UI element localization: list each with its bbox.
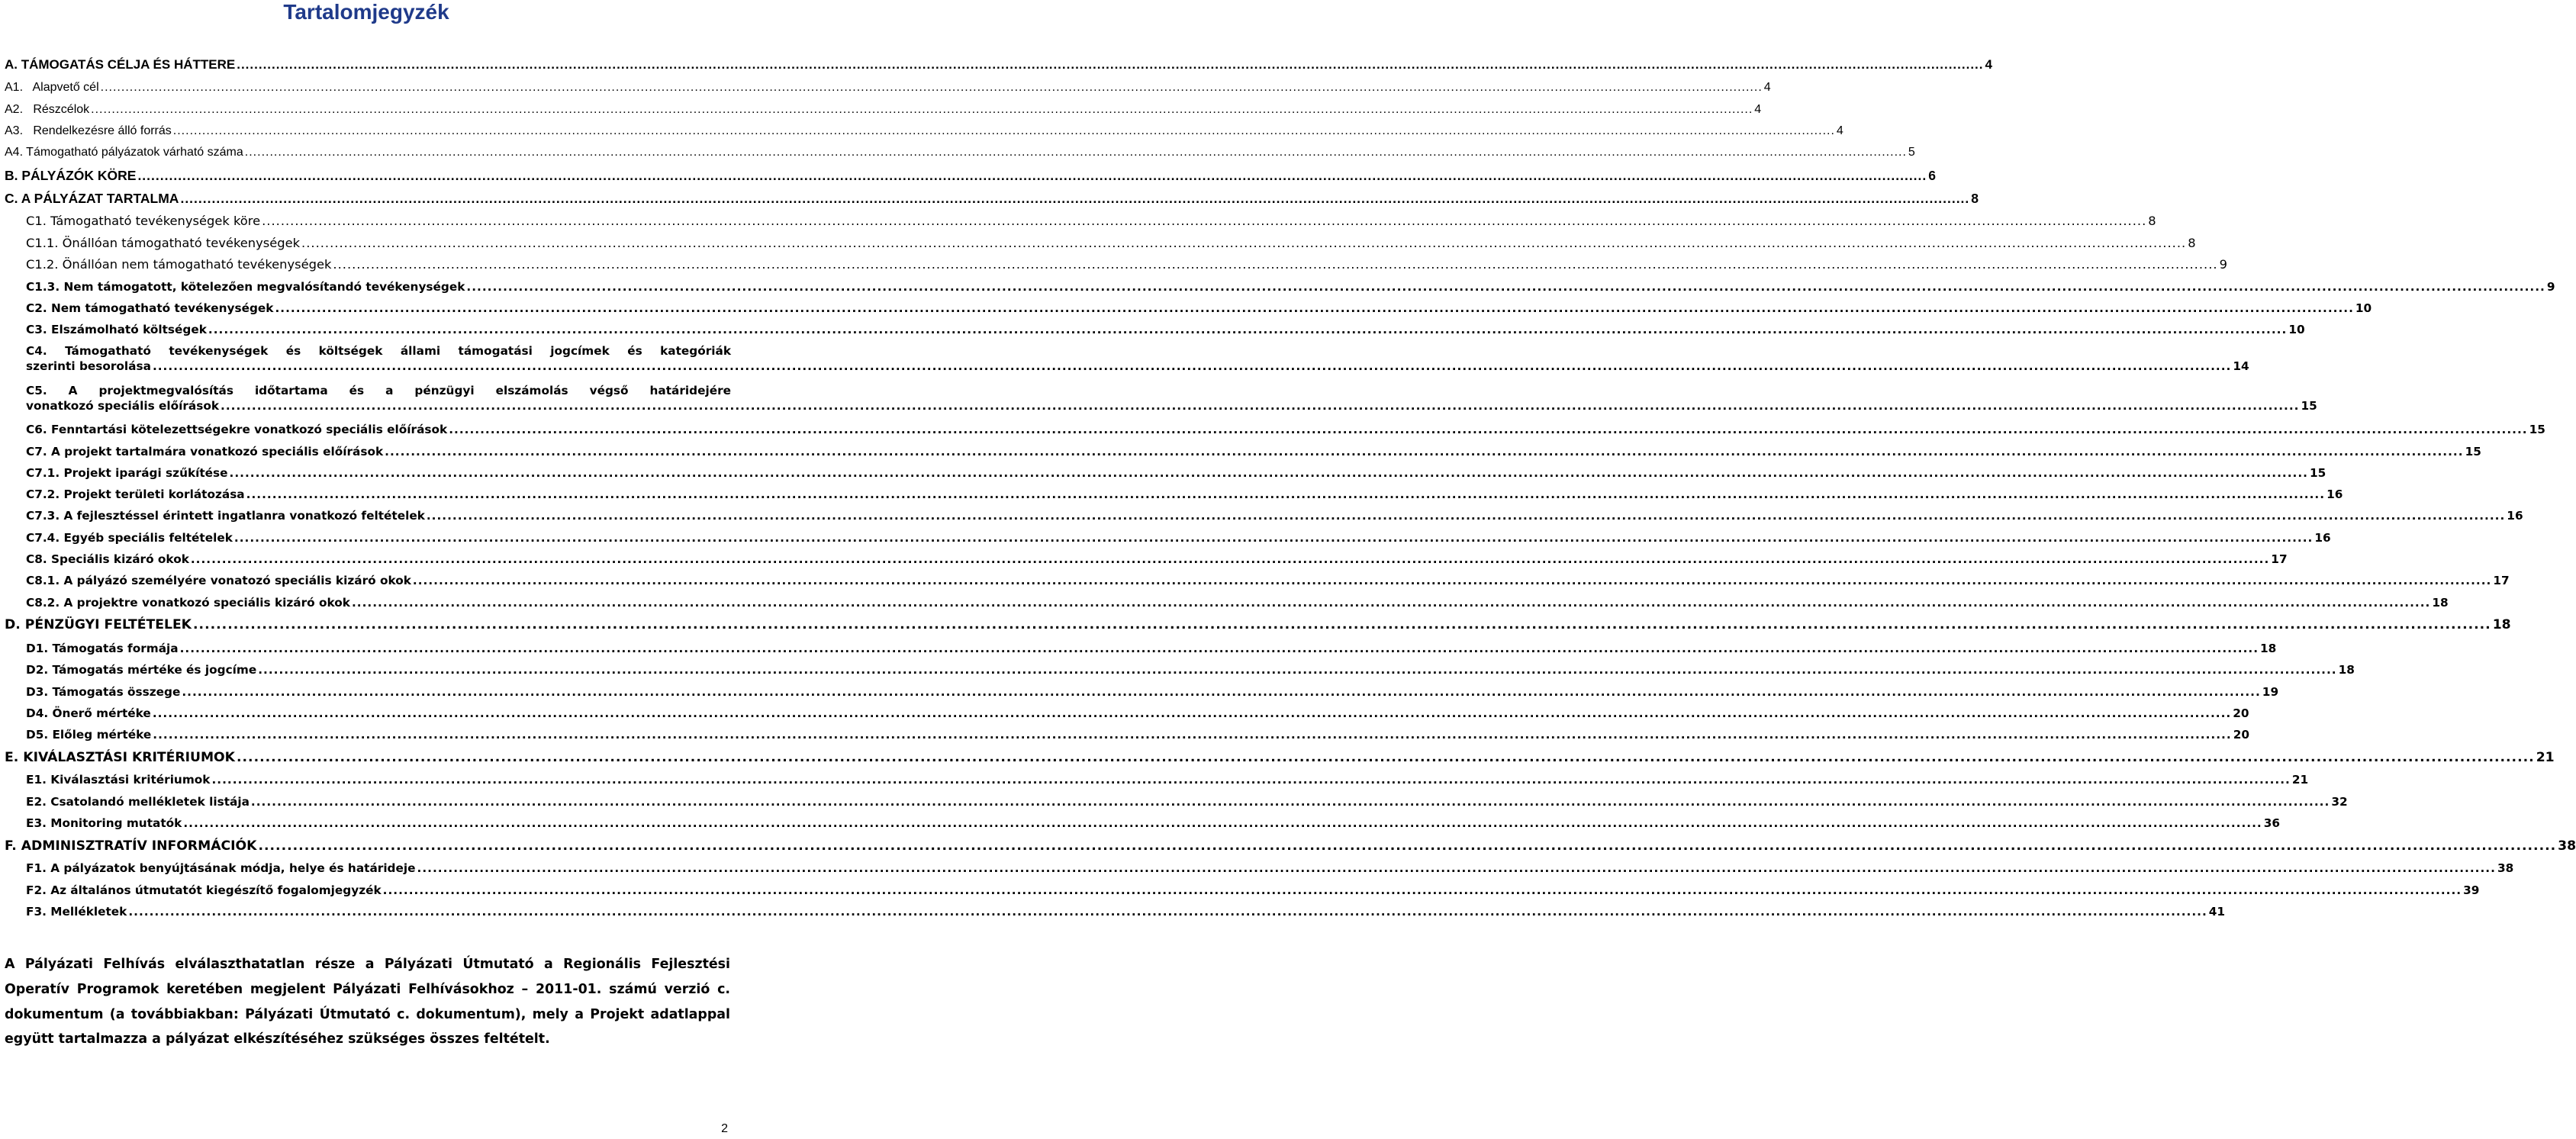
- dot-leader: ................................................................................................................................................................................................................................................................................................................................................................................................................: [412, 574, 2492, 587]
- dot-leader: ................................................................................................................................................................................................................................................................................................................................................................................................................: [137, 168, 1927, 183]
- toc-entry-label: C. A PÁLYÁZAT TARTALMA: [5, 191, 179, 206]
- toc-entry[interactable]: [5, 191, 1979, 206]
- dot-leader: ................................................................................................................................................................................................................................................................................................................................................................................................................: [382, 883, 2462, 897]
- dot-leader: ................................................................................................................................................................................................................................................................................................................................................................................................................: [221, 399, 2300, 413]
- dot-leader: ................................................................................................................................................................................................................................................................................................................................................................................................................: [236, 750, 2535, 765]
- toc-entry[interactable]: [26, 904, 2226, 919]
- toc-entry-label: C8.1. A pályázó személyére vonatozó speciális kizáró okok: [26, 574, 411, 587]
- toc-entry-label: C7.4. Egyéb speciális feltételek: [26, 531, 233, 545]
- toc-entry[interactable]: [26, 487, 2343, 502]
- dot-leader: ................................................................................................................................................................................................................................................................................................................................................................................................................: [449, 423, 2528, 436]
- toc-entry[interactable]: [26, 706, 2249, 721]
- dot-leader: ................................................................................................................................................................................................................................................................................................................................................................................................................: [258, 663, 2337, 677]
- dot-leader: ................................................................................................................................................................................................................................................................................................................................................................................................................: [180, 191, 1970, 206]
- toc-entry[interactable]: [26, 301, 2372, 316]
- toc-entry-page: 38: [2497, 861, 2514, 875]
- toc-entry-label: D1. Támogatás formája: [26, 642, 179, 655]
- toc-entry-label: C3. Elszámolható költségek: [26, 323, 207, 336]
- toc-entry[interactable]: [5, 124, 1843, 139]
- toc-entry[interactable]: [5, 102, 1762, 117]
- toc-entry-page: 19: [2262, 685, 2279, 699]
- dot-leader: ................................................................................................................................................................................................................................................................................................................................................................................................................: [275, 301, 2354, 315]
- page-number: 2: [721, 1122, 728, 1135]
- toc-entry-page: 18: [2260, 642, 2277, 655]
- toc-entry-page: 15: [2465, 445, 2481, 458]
- dot-leader: ................................................................................................................................................................................................................................................................................................................................................................................................................: [333, 257, 2218, 272]
- toc-entry[interactable]: [26, 383, 2317, 413]
- dot-leader: ................................................................................................................................................................................................................................................................................................................................................................................................................: [172, 124, 1835, 137]
- dot-leader: ................................................................................................................................................................................................................................................................................................................................................................................................................: [426, 509, 2506, 523]
- toc-entry-label: B. PÁLYÁZÓK KÖRE: [5, 168, 137, 183]
- toc-entry[interactable]: [26, 662, 2355, 677]
- toc-entry[interactable]: [26, 465, 2326, 481]
- intro-paragraph: A Pályázati Felhívás elválaszthatatlan része a Pályázati Útmutató a Regionális Fejlesztési Operatív Programok keretében megjelent Pályázati Felhívásokhoz – 2011-01. számú verzió c. dokumentum (a továbbiakban: Pályázati Útmutató c. dokumentum), mely a Projekt adatlappal együtt tartalmazza a pályázat elkészítéséhez szükséges összes feltételt.: [5, 957, 730, 1047]
- dot-leader: ................................................................................................................................................................................................................................................................................................................................................................................................................: [417, 861, 2496, 875]
- toc-entry-label: vonatkozó speciális előírások: [26, 399, 220, 413]
- toc-entry-label-line1: C5. A projektmegvalósítás időtartama és a pénzügyi elszámolás végső határidejére: [26, 384, 731, 397]
- toc-entry[interactable]: [5, 57, 1992, 72]
- toc-entry-page: 9: [2219, 257, 2227, 272]
- dot-leader: ................................................................................................................................................................................................................................................................................................................................................................................................................: [246, 487, 2326, 501]
- toc-entry-label: F. ADMINISZTRATÍV INFORMÁCIÓK: [5, 838, 257, 854]
- toc-entry-page: 18: [2432, 596, 2449, 610]
- toc-entry[interactable]: [26, 279, 2555, 294]
- dot-leader: ................................................................................................................................................................................................................................................................................................................................................................................................................: [179, 642, 2259, 655]
- toc-entry-label: A1. Alapvető cél: [5, 81, 99, 94]
- toc-entry-page: 18: [2338, 663, 2355, 677]
- dot-leader: ................................................................................................................................................................................................................................................................................................................................................................................................................: [211, 773, 2291, 787]
- toc-entry[interactable]: [26, 684, 2279, 700]
- dot-leader: ................................................................................................................................................................................................................................................................................................................................................................................................................: [233, 531, 2314, 545]
- toc-entry-page: 17: [2271, 552, 2288, 566]
- toc-entry[interactable]: [26, 552, 2288, 567]
- dot-leader: ................................................................................................................................................................................................................................................................................................................................................................................................................: [229, 466, 2308, 480]
- toc-entry[interactable]: [26, 257, 2227, 272]
- toc-entry-label: E2. Csatolandó mellékletek listája: [26, 795, 250, 809]
- toc-entry[interactable]: [26, 236, 2196, 251]
- toc-entry-page: 15: [2301, 399, 2317, 413]
- dot-leader: ................................................................................................................................................................................................................................................................................................................................................................................................................: [153, 728, 2232, 742]
- dot-leader: ................................................................................................................................................................................................................................................................................................................................................................................................................: [258, 838, 2557, 854]
- toc-entry-page: 15: [2309, 466, 2326, 480]
- toc-entry-label: A3. Rendelkezésre álló forrás: [5, 124, 172, 137]
- toc-entry[interactable]: [5, 80, 1771, 95]
- toc-entry-label: C1.1. Önállóan támogatható tevékenységek: [26, 236, 301, 250]
- toc-entry-label: D2. Támogatás mértéke és jogcíme: [26, 663, 257, 677]
- toc-entry[interactable]: [26, 444, 2481, 459]
- toc-entry-page: 41: [2208, 905, 2226, 919]
- toc-entry-label: C8. Speciális kizáró okok: [26, 552, 189, 566]
- toc-entry[interactable]: [26, 794, 2348, 809]
- toc-entry-label: C1. Támogatható tevékenységek köre: [26, 214, 261, 228]
- dot-leader: ................................................................................................................................................................................................................................................................................................................................................................................................................: [152, 706, 2232, 720]
- toc-entry[interactable]: [26, 727, 2249, 742]
- toc-entry-label: E3. Monitoring mutatók: [26, 816, 182, 830]
- toc-entry-label: A. TÁMOGATÁS CÉLJA ÉS HÁTTERE: [5, 57, 236, 72]
- dot-leader: ................................................................................................................................................................................................................................................................................................................................................................................................................: [190, 552, 2270, 566]
- toc-entry-label: F3. Mellékletek: [26, 905, 127, 919]
- toc-entry-page: 21: [2291, 773, 2309, 787]
- toc-entry-page: 38: [2558, 838, 2576, 854]
- toc-entry[interactable]: [5, 750, 2555, 765]
- toc-entry-page: 8: [2148, 214, 2156, 228]
- toc-entry[interactable]: [5, 145, 1915, 160]
- toc-entry[interactable]: [26, 214, 2156, 229]
- toc-entry-label-line1: C4. Támogatható tevékenységek és költségek állami támogatási jogcímek és kategóriák: [26, 344, 731, 358]
- toc-entry-page: 4: [1763, 81, 1771, 94]
- toc-entry[interactable]: [26, 641, 2277, 656]
- toc-entry[interactable]: [26, 508, 2523, 523]
- dot-leader: ................................................................................................................................................................................................................................................................................................................................................................................................................: [183, 816, 2262, 830]
- toc-entry-label: C7.2. Projekt területi korlátozása: [26, 487, 245, 501]
- dot-leader: ................................................................................................................................................................................................................................................................................................................................................................................................................: [244, 146, 1907, 159]
- dot-leader: ................................................................................................................................................................................................................................................................................................................................................................................................................: [385, 445, 2464, 458]
- toc-entry-label: C7. A projekt tartalmára vonatkozó speciális előírások: [26, 445, 384, 458]
- toc-entry-page: 16: [2507, 509, 2523, 523]
- dot-leader: ................................................................................................................................................................................................................................................................................................................................................................................................................: [128, 905, 2207, 919]
- dot-leader: ................................................................................................................................................................................................................................................................................................................................................................................................................: [301, 236, 2187, 250]
- toc-entry-label: D5. Előleg mértéke: [26, 728, 152, 742]
- toc-entry[interactable]: [26, 573, 2510, 588]
- toc-entry-page: 4: [1754, 103, 1762, 116]
- toc-entry[interactable]: [26, 816, 2281, 831]
- toc-entry-page: 20: [2233, 728, 2249, 742]
- toc-entry-label: C1.2. Önállóan nem támogatható tevékenységek: [26, 257, 332, 272]
- toc-entry[interactable]: [26, 772, 2309, 787]
- toc-entry-label: C1.3. Nem támogatott, kötelezően megvalósítandó tevékenységek: [26, 280, 465, 294]
- toc-entry-page: 4: [1985, 57, 1992, 72]
- toc-entry[interactable]: [26, 343, 2249, 374]
- toc-entry-page: 10: [2355, 301, 2372, 315]
- toc-entry-page: 18: [2492, 617, 2511, 632]
- toc-entry-label: C8.2. A projektre vonatkozó speciális kizáró okok: [26, 596, 350, 610]
- dot-leader: ................................................................................................................................................................................................................................................................................................................................................................................................................: [208, 323, 2288, 336]
- dot-leader: ................................................................................................................................................................................................................................................................................................................................................................................................................: [237, 57, 1984, 72]
- dot-leader: ................................................................................................................................................................................................................................................................................................................................................................................................................: [262, 214, 2147, 228]
- toc-entry[interactable]: [26, 595, 2449, 610]
- toc-entry-page: 15: [2529, 423, 2545, 436]
- toc-entry-page: 5: [1908, 146, 1915, 159]
- toc-entry-label: C7.3. A fejlesztéssel érintett ingatlanra vonatkozó feltételek: [26, 509, 425, 523]
- toc-entry-page: 32: [2331, 795, 2348, 809]
- toc-entry-label: D. PÉNZÜGYI FELTÉTELEK: [5, 617, 192, 632]
- toc-entry[interactable]: [5, 617, 2511, 632]
- toc-entry-page: 6: [1928, 168, 1936, 183]
- toc-entry-page: 4: [1836, 124, 1843, 137]
- toc-entry-page: 9: [2546, 280, 2555, 294]
- toc-entry-label: C7.1. Projekt iparági szűkítése: [26, 466, 228, 480]
- toc-entry[interactable]: [26, 322, 2305, 337]
- toc-entry-page: 8: [1971, 191, 1979, 206]
- toc-entry-page: 39: [2463, 883, 2480, 897]
- toc-entry-page: 36: [2263, 816, 2281, 830]
- dot-leader: ................................................................................................................................................................................................................................................................................................................................................................................................................: [91, 103, 1753, 116]
- toc-entry[interactable]: [26, 422, 2545, 437]
- toc-entry-page: 16: [2314, 531, 2331, 545]
- toc-entry-label: szerinti besorolása: [26, 359, 151, 373]
- dot-leader: ................................................................................................................................................................................................................................................................................................................................................................................................................: [466, 280, 2545, 294]
- toc-entry-label: F2. Az általános útmutatót kiegészítő fogalomjegyzék: [26, 883, 382, 897]
- toc-entry-page: 17: [2493, 574, 2510, 587]
- toc-entry-label: E. KIVÁLASZTÁSI KRITÉRIUMOK: [5, 750, 235, 765]
- toc-entry-label: F1. A pályázatok benyújtásának módja, helye és határideje: [26, 861, 416, 875]
- page-title: Tartalomjegyzék: [283, 0, 449, 24]
- toc-entry-label: C6. Fenntartási kötelezettségekre vonatkozó speciális előírások: [26, 423, 448, 436]
- dot-leader: ................................................................................................................................................................................................................................................................................................................................................................................................................: [250, 795, 2330, 809]
- toc-entry-page: 10: [2288, 323, 2305, 336]
- dot-leader: ................................................................................................................................................................................................................................................................................................................................................................................................................: [152, 359, 2232, 373]
- toc-entry-label: A4. Támogatható pályázatok várható száma: [5, 146, 243, 159]
- toc-entry[interactable]: [5, 838, 2576, 854]
- toc-entry-page: 20: [2233, 706, 2249, 720]
- toc-entry-page: 14: [2233, 359, 2249, 373]
- toc-entry[interactable]: [26, 883, 2480, 898]
- toc-entry-label: D4. Önerő mértéke: [26, 706, 151, 720]
- toc-entry-label: E1. Kiválasztási kritériumok: [26, 773, 211, 787]
- dot-leader: ................................................................................................................................................................................................................................................................................................................................................................................................................: [182, 685, 2261, 699]
- toc-entry[interactable]: [26, 861, 2514, 876]
- dot-leader: ................................................................................................................................................................................................................................................................................................................................................................................................................: [100, 81, 1763, 94]
- toc-entry-label: C2. Nem támogatható tevékenységek: [26, 301, 274, 315]
- dot-leader: ................................................................................................................................................................................................................................................................................................................................................................................................................: [351, 596, 2431, 610]
- toc-entry-page: 8: [2188, 236, 2196, 250]
- toc-entry-label: A2. Részcélok: [5, 103, 90, 116]
- toc-entry-page: 21: [2536, 750, 2555, 765]
- toc-entry[interactable]: [26, 530, 2331, 545]
- toc-entry-page: 16: [2326, 487, 2343, 501]
- toc-entry[interactable]: [5, 168, 1936, 183]
- dot-leader: ................................................................................................................................................................................................................................................................................................................................................................................................................: [193, 617, 2491, 632]
- toc-entry-label: D3. Támogatás összege: [26, 685, 181, 699]
